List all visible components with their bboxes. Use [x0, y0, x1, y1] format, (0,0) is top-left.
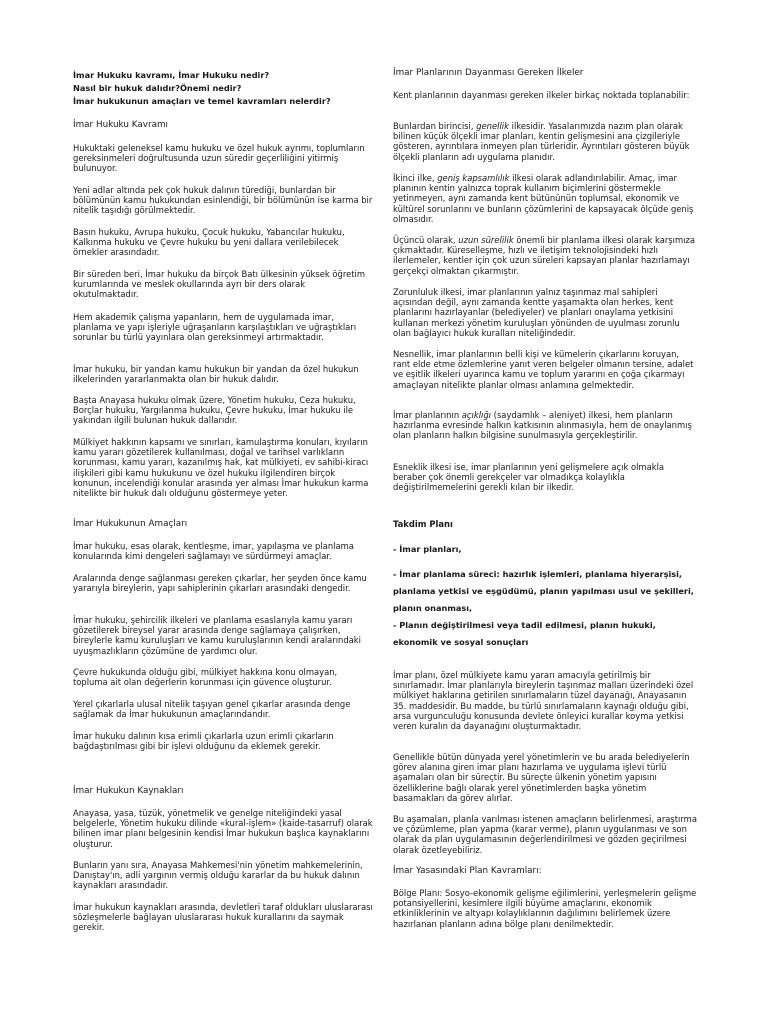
paragraph: Hukuktaki geleneksel kamu hukuku ve özel hukuk ayrımı, toplumların gereksinmeleri doğrultusunda uzun süredir geçerliliğini yitirmiş bulunuyor. [73, 143, 365, 174]
paragraph: Bölge Planı: Sosyo-ekonomik gelişme eğilimlerini, yerleşmelerin gelişme potansiyellerini, kesimlere ilgili büyüme amaçlarını, ekonomik etkinliklerinin ve altyapı kolaylıklarının dağılımını belirlemek üzere hazırlanan planların adına bölge planı denilmektedir. [393, 888, 697, 929]
paragraph: Başta Anayasa hukuku olmak üzere, Yönetim hukuku, Ceza hukuku, Borçlar hukuku, Yargılanma hukuku, Çevre hukuku, İmar hukuku ile yakından ilgili bulunan hukuk dallarıdır. [73, 395, 356, 426]
question-3: İmar hukukunun amaçları ve temel kavramları nelerdir? [73, 96, 331, 106]
paragraph: İmar hukuku, şehircilik ilkeleri ve planlama esaslarıyla kamu yararı gözetilerek bireysel yarar arasında denge sağlamaya çalışırken, bireylerle kamu kuruluşları ve kamu kuruluşlarının kendi aralarındaki uyuşmazlıkların çözümüne de yardımcı olur. [73, 615, 361, 656]
paragraph-long-term: Üçüncü olarak, uzun sürelilik önemli bir planlama ilkesi olarak karşımıza çıkmaktadır. Küreselleşme, hızlı ve iletişim teknolojisindeki hızlı ilerlemeler, kentler için çok uzun süreleri kapsayan planlar hazırlamayı gerçekçi olmaktan çıkarmıştır. [393, 235, 696, 276]
section-heading-concept: İmar Hukuku Kavramı [73, 120, 168, 130]
toc-item: - İmar planları, [393, 544, 462, 554]
paragraph-generality: Bunlardan birincisi, genellik ilkesidir. Yasalarımızda nazım plan olarak bilinen küçük ölçekli imar planları, kentin gelişmesini ana çizgileriyle gösteren, ayrıntılara inmeyen plan türleridir. Ayrıntıları gösteren büyük ölçekli planların adı uygulama planıdır. [393, 121, 690, 162]
paragraph: Nesnellik, imar planlarının belli kişi ve kümelerin çıkarlarını koruyan, rant elde etme özlemlerine yanıt veren belgeler olmanın tersine, adalet ve eşitlik ilkeleri uyarınca kamu ve toplum yararını en çoğa çıkarmayı amaçlayan nitelikte planlar olması anlamına gelmektedir. [393, 349, 694, 390]
paragraph: İmar hukukun kaynakları arasında, devletleri taraf oldukları uluslararası sözleşmelerle bağlayan uluslararası hukuk kurallarını da saymak gerekir. [73, 902, 373, 933]
paragraph: Çevre hukukunda olduğu gibi, mülkiyet hakkına konu olmayan, topluma ait olan değerlerin korunması için güvence oluşturur. [73, 667, 338, 688]
paragraph: Bu aşamaları, planla varılması istenen amaçların belirlenmesi, araştırma ve çözümleme, plan yapma (karar verme), planın uygulanması ve son olarak da plan uygulamasının değerlendirilmesi ve gözden geçirilmesi olarak özetleyebiliriz. [393, 814, 697, 855]
paragraph: İmar planı, özel mülkiyete kamu yararı amacıyla getirilmiş bir sınırlamadır. İmar planlarıyla bireylerin taşınmaz malları üzerindeki özel mülkiyet haklarına getirilen sınırlamaların tüzel dayanağı, Anayasanın 35. maddesidir. Bu madde, bu türlü sınırlamaların kaynağı olduğu gibi, arsa vurgunculuğu konusunda devlete önleyici kurallar koyma yetkisi veren kuralın da dayanağını oluşturmaktadır. [393, 670, 694, 732]
paragraph: Mülkiyet hakkının kapsamı ve sınırları, kamulaştırma konuları, kıyıların kamu yararı gözetilerek kullanılması, doğal ve tarihsel varlıkların korunması, kamu yararı, kazanılmış hak, kat mülkiyeti, ev sahibi-kiracı ilişkileri gibi kamu hukukunu ve özel hukuku ilgilendiren birçok konunun, incelendiği konular arasında yer alması İmar hukukun karma nitelikte bir hukuk dalı olduğunu göstermeye yeter. [73, 437, 369, 499]
paragraph: Bir süreden beri, İmar hukuku da birçok Batı ülkesinin yüksek öğretim kurumlarında ve meslek okullarında ayrı bir ders olarak okutulmaktadır. [73, 269, 366, 300]
section-heading-aims: İmar Hukukunun Amaçları [73, 519, 188, 529]
question-list [73, 69, 373, 108]
paragraph-transparency: İmar planlarının açıklığı (saydamlık – aleniyet) ilkesi, hem planların hazırlanma evresinde halkın katkısının alınmasıyla, hem de onaylanmış olan planların halkın bilgisine sunulmasıyla gerçekleştirilir. [393, 410, 692, 441]
paragraph: Yeni adlar altında pek çok hukuk dalının türediği, bunlardan bir bölümünün kamu hukukundan esinlendiği, bir bölümünün ise karma bir nitelik taşıdığı görülmektedir. [73, 185, 373, 216]
paragraph: Esneklik ilkesi ise, imar planlarının yeni gelişmelere açık olmakla beraber çok önemli gerekçeler var olmadıkça kolaylıkla değiştirilmemelerini gerekli kılan bir ilkedir. [393, 462, 665, 493]
paragraph: İmar hukuku, bir yandan kamu hukukun bir yandan da özel hukukun ilkelerinden yararlanmakta olan bir hukuk dalıdır. [73, 364, 359, 385]
question-2: Nasıl bir hukuk dalıdır?Önemi nedir? [73, 83, 242, 93]
toc-item: - İmar planlama süreci: hazırlık işlemleri, planlama hiyerarşisi, planlama yetkisi ve eşgüdümü, planın yapılması usul ve şekilleri, planın onanması, [393, 569, 694, 613]
paragraph: Zorunluluk ilkesi, imar planlarının yalnız taşınmaz mal sahipleri açısından değil, aynı zamanda kentte yaşamakta olan herkes, kent planlarını hazırlayanlar (belediyeler) ve planları onaylama yetkisini kullanan merkezi yönetim kuruluşları yönünden de uyulması zorunlu olan bağlayıcı hukuk kuralları niteliğindedir. [393, 287, 680, 338]
section-heading-plan-concepts: İmar Yasasındaki Plan Kavramları: [393, 866, 542, 876]
paragraph: Aralarında denge sağlanması gereken çıkarlar, her şeyden önce kamu yararıyla bireylerin, yapı sahiplerinin çıkarları arasındaki dengedir. [73, 573, 367, 594]
paragraph: Hem akademik çalışma yapanların, hem de uygulamada imar, planlama ve yapı işleriyle uğraşanların karşılaştıkları ve uğraştıkları sorunlar bu türlü yayınlara olan gereksinmeyi artırmaktadır. [73, 312, 357, 343]
paragraph: Bunların yanı sıra, Anayasa Mahkemesi'nin yönetim mahkemelerinin, Danıştay'ın, adli yargının vermiş olduğu kararlar da bu hukuk dalının kaynakları arasındadır. [73, 860, 363, 891]
toc-item: - Planın değiştirilmesi veya tadil edilmesi, planın hukuki, ekonomik ve sosyal sonuçları [393, 620, 656, 647]
paragraph: Anayasa, yasa, tüzük, yönetmelik ve genelge niteliğindeki yasal belgelerle, Yönetim hukuku dilinde «kural-işlem» (kaide-tasarruf) olarak bilinen imar planı belgesinin kendisi İmar hukukun başlıca kaynaklarını oluşturur. [73, 808, 373, 849]
paragraph: Yerel çıkarlarla ulusal nitelik taşıyan genel çıkarlar arasında denge sağlamak da İmar hukukunun amaçlarındandır. [73, 699, 351, 720]
paragraph-scope: İkinci ilke, geniş kapsamlılık ilkesi olarak adlandırılabilir. Amaç, imar planının kentin yalnızca toprak kullanım biçimlerini göstermekle yetinmeyen, aynı zamanda kent bütününün toplumsal, ekonomik ve kültürel sorunlarını ve bunların çözümlerini de kapsayacak ölçüde geniş olmasıdır. [393, 173, 694, 224]
section-heading-sources: İmar Hukukun Kaynakları [73, 786, 184, 796]
question-1: İmar Hukuku kavramı, İmar Hukuku nedir? [73, 70, 270, 80]
paragraph: İmar hukuku, esas olarak, kentleşme, imar, yapılaşma ve planlama konularında kimi dengeleri sağlamayı ve sürdürmeyi amaçlar. [73, 541, 354, 562]
paragraph: İmar hukuku dalının kısa erimli çıkarlarla uzun erimli çıkarların bağdaştırılması gibi bir işlevi olduğunu da eklemek gerekir. [73, 731, 334, 752]
paragraph: Genellikle bütün dünyada yerel yönetimlerin ve bu arada belediyelerin görev alanına giren imar planı hazırlama ve uygulama işlevi türlü aşamaları olan bir süreçtir. Bu süreçte ülkenin yönetim yapısını özelliklerine bağlı olarak yerel yönetimlerden başka yönetim basamakları da görev alırlar. [393, 752, 690, 803]
section-heading-principles: İmar Planlarının Dayanması Gereken İlkeler [393, 68, 584, 78]
paragraph: Basın hukuku, Avrupa hukuku, Çocuk hukuku, Yabancılar hukuku, Kalkınma hukuku ve Çevre hukuku bu yeni dallara verilebilecek örnekler arasındadır. [73, 227, 345, 258]
toc-title: Takdim Planı [393, 519, 453, 529]
paragraph: Kent planlarının dayanması gereken ilkeler birkaç noktada toplanabilir: [393, 90, 690, 100]
